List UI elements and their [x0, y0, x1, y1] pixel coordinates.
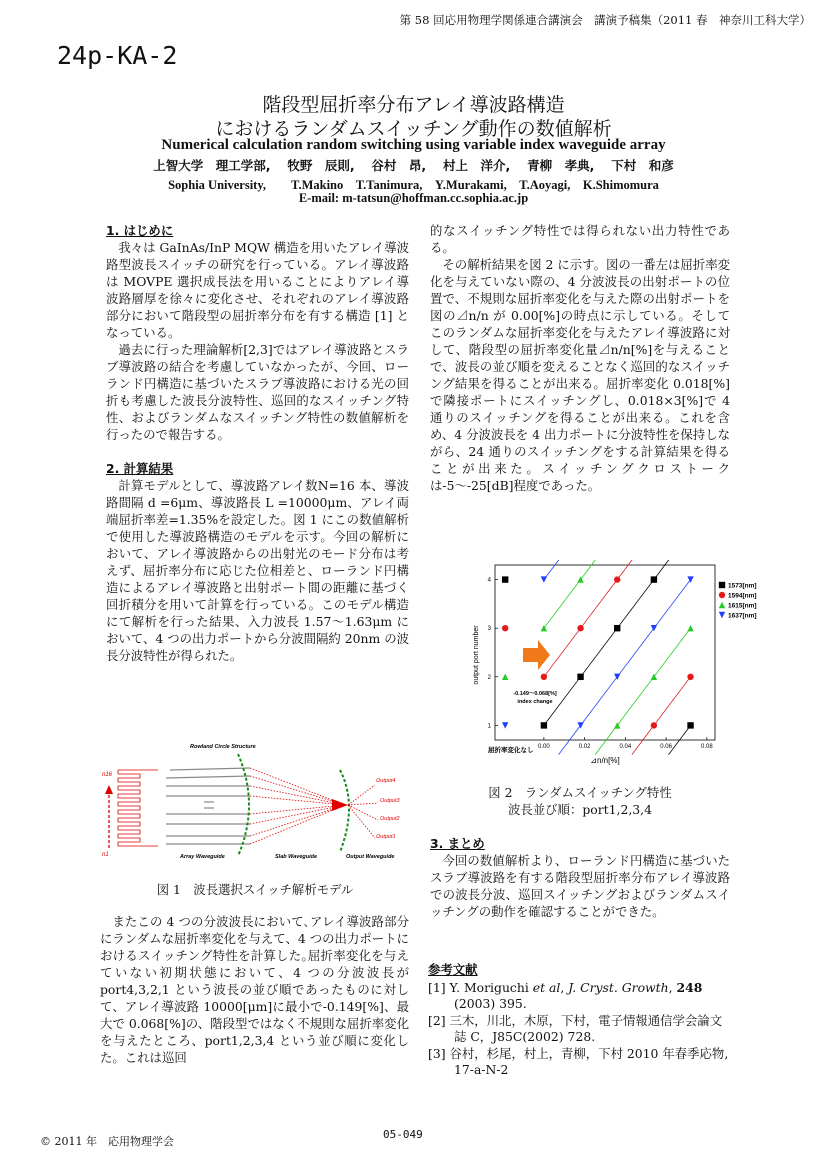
series-line [617, 580, 654, 629]
y-axis-label: output port number [473, 625, 480, 685]
series-line [654, 677, 691, 726]
output4-label: Output4 [376, 778, 396, 784]
left-column-lower [100, 913, 409, 1066]
data-point [687, 674, 693, 680]
series-line [544, 560, 566, 580]
chart-axes [488, 578, 714, 750]
data-point [687, 625, 693, 631]
copyright: © 2011 年 応用物理学会 [40, 1135, 174, 1148]
ref1-tail: (2003) 395. [454, 996, 527, 1011]
output-rays [348, 785, 378, 838]
figure1-caption: 図 1 波長選択スイッチ解析モデル [156, 882, 354, 897]
initial-point [502, 722, 508, 728]
legend-label: 1594[nm] [728, 592, 757, 600]
figure1-diagram [100, 740, 410, 890]
section2-para2: またこの 4 つの分波波長において､アレイ導波路部分にランダムな屈折率変化を与えて、4 つの出力ポートにおけるスイッチング特性を計算した｡屈折率変化を与えていない初期状態において、4 つの分波波長が port4,3,2,1 という波長の並び順であったものに対して、アレイ導波路 10000[μm]に最小で-0.149[%]、最大で 0.068[%]の、階段型ではなく不規則な屈折率変化を与えたところ、port1,2,3,4 という並び順に変化した。これは巡回 [100, 914, 409, 1065]
section3-para1: 今回の数値解析より、ローランド円構造に基づいたスラブ導波路を有する階段型屈折率分布アレイ導波路での波長分波、巡回スイッチングおよびランダムスイッチングの動作を確認することができた。 [430, 853, 730, 919]
data-point [651, 722, 657, 728]
legend-label: 1615[nm] [728, 602, 757, 610]
data-point [614, 722, 620, 728]
x-tick-label: 0.02 [578, 744, 591, 750]
focus-arrow [332, 799, 348, 811]
authors-en: Sophia University, T.Makino T.Tanimura, Y.Murakami, T.Aoyagi, K.Shimomura [168, 178, 659, 192]
title-en: Numerical calculation random switching using variable index waveguide array [161, 137, 666, 153]
figure2-caption [430, 784, 730, 818]
output1-label: Output1 [376, 834, 396, 840]
section3-heading: 3. まとめ [430, 836, 485, 851]
data-point [541, 674, 547, 680]
legend-label: 1573[nm] [728, 582, 757, 590]
title-jp-line1: 階段型屈折率分布アレイ導波路構造 [262, 94, 565, 116]
series-line [654, 580, 691, 629]
series-line [581, 560, 603, 580]
data-point [651, 674, 657, 680]
output2-label: Output2 [380, 816, 400, 822]
data-point [541, 576, 547, 582]
references-heading: 参考文献 [428, 962, 478, 977]
x-tick-label: 0.00 [538, 744, 550, 750]
series-line [617, 628, 654, 677]
data-point [614, 674, 620, 680]
series-line [617, 677, 654, 726]
ref1-sep1: , [560, 980, 569, 995]
series-line [617, 560, 639, 580]
data-point [577, 722, 583, 728]
output3-label: Output3 [380, 798, 400, 804]
series-line [544, 628, 581, 677]
y-tick-label: 3 [487, 626, 491, 633]
section1-para2: 過去に行った理論解析[2,3]ではアレイ導波路とスラブ導波路の結合を考慮していなかったが、今回、ローランド円構造に基づいたスラブ導波路における光の回折も考慮した波長分波特性、巡回的なスイッチング特性、およびランダムなスイッチング特性の数値解析を行ったので報告する。 [106, 342, 409, 442]
reference-1 [428, 980, 731, 1012]
section2-heading: 2. 計算結果 [106, 461, 174, 476]
slab-rays [250, 768, 345, 844]
y-tick-label: 1 [487, 723, 491, 730]
figure2-caption-line1: 図 2 ランダムスイッチング特性 [488, 785, 672, 800]
section2-para4: その解析結果を図 2 に示す。図の一番左は屈折率変化を与えていない際の、4 分波波長の出射ポートの位置で、不規則な屈折率変化を与えた際の出射ポートを図の⊿n/n が 0.00[%]の時点に示している。そしてこのランダムな屈折率変化を与えたアレイ導波路に対して、階段型の屈折率変化量⊿n/n[%]を与えることで、波長の並び順を変えることなく巡回的なスイッチング結果を得ることが出来る。屈折率変化 0.018[%]で隣接ポートにスイッチングし、0.018×3[%]で 4 通りのスイッチングを得ることが出来る。これを含め、4 分波波長を 4 出力ポートに分波特性を保持しながら、24 通りのスイッチングをする計算結果を得ることが出来た。スイッチングクロストークは-5〜-25[dB]程度であった。 [430, 257, 730, 493]
section1-para1: 我々は GaInAs/InP MQW 構造を用いたアレイ導波路型波長スイッチの研究を行っている。アレイ導波路は MOVPE 選択成長法を用いることによりアレイ導波路層厚を徐々に変化させ、それぞれのアレイ導波路部分において階段型の屈折率分布を有する構造 [1] となっている。 [106, 240, 409, 340]
series-line [654, 628, 691, 677]
data-point [687, 576, 693, 582]
chart-legend [719, 582, 757, 620]
x-axis-label: ⊿n/n[%] [590, 756, 620, 765]
figure2-caption-line2: 波長並び順：port1,2,3,4 [508, 802, 652, 817]
series-line [581, 677, 618, 726]
data-point [651, 576, 657, 582]
section1-heading: 1. はじめに [106, 223, 174, 238]
array-waveguide-lines [166, 768, 250, 844]
data-point [577, 576, 583, 582]
legend-label: 1637[nm] [728, 612, 757, 620]
data-point [541, 625, 547, 631]
right-column [430, 222, 730, 494]
ref1-number: [1] [428, 980, 446, 995]
left-column [106, 222, 409, 664]
conference-header: 第 58 回応用物理学関係連合講演会 講演予稿集（2011 春 神奈川工科大学） [399, 13, 811, 27]
legend-marker [719, 592, 725, 598]
x-tick-label: 0.06 [660, 744, 672, 750]
input-arrow [105, 785, 113, 848]
ref1-author: Y. Moriguchi [449, 980, 533, 995]
legend-marker [719, 582, 725, 588]
array-waveguide-meander [118, 770, 158, 846]
data-point [577, 674, 583, 680]
no-change-label: 屈折率変化なし [488, 747, 534, 754]
ref1-volume: 248 [676, 980, 703, 995]
reference-2: [2] 三木，川北，木原，下村，電子情報通信学会論文誌 C，J85C(2002) 728. [428, 1013, 723, 1044]
email[interactable]: E-mail: m-tatsun@hoffman.cc.sophia.ac.jp [298, 191, 529, 205]
paper-code: 24p-KA-2 [57, 41, 178, 70]
reference-3: [3] 谷村，杉尾，村上，青柳，下村 2010 年春季応物, 17-a-N-2 [428, 1046, 729, 1077]
series-line [581, 628, 618, 677]
data-point [577, 625, 583, 631]
page-number: 05-049 [383, 1128, 423, 1141]
index-change-arrow [523, 640, 550, 670]
output-circle-arc [340, 770, 349, 852]
n1-label: n1 [102, 852, 109, 858]
initial-point [502, 625, 508, 631]
figure2-chart [460, 560, 780, 775]
references [428, 962, 731, 1079]
slab-waveguide-label: Slab Waveguide [275, 854, 318, 860]
data-point [541, 722, 547, 728]
index-change-note-value: -0.149〜0.068[%] [513, 691, 557, 697]
y-tick-label: 4 [487, 577, 491, 584]
n16-label: n16 [102, 772, 113, 778]
data-point [614, 576, 620, 582]
initial-point [502, 576, 508, 582]
y-tick-label: 2 [487, 674, 491, 681]
series-line [544, 580, 581, 629]
series-line [654, 560, 676, 580]
data-point [614, 625, 620, 631]
legend-marker [719, 612, 725, 618]
rowland-circle-arc [238, 754, 249, 856]
title-jp-line2: におけるランダムスイッチング動作の数値解析 [215, 118, 612, 140]
output-waveguide-label: Output Waveguide [346, 854, 395, 860]
array-waveguide-label: Array Waveguide [180, 854, 225, 860]
ref1-journal: J. Cryst. Growth [568, 980, 669, 995]
data-point [651, 625, 657, 631]
x-tick-label: 0.04 [619, 744, 632, 750]
legend-marker [719, 602, 725, 608]
right-column-lower [430, 835, 730, 920]
series-line [581, 580, 618, 629]
rowland-label: Rowland Circle Structure [190, 744, 256, 750]
authors-jp: 上智大学 理工学部, 牧野 辰則, 谷村 昂, 村上 洋介, 青柳 孝典, 下村 和彦 [153, 158, 674, 173]
x-tick-label: 0.08 [701, 744, 713, 750]
data-point [687, 722, 693, 728]
ref1-etal: et al [532, 980, 561, 995]
section2-para1: 計算モデルとして、導波路アレイ数N=16 本、導波路間隔 d =6μm、導波路長 L =10000μm、アレイ両端屈折率差=1.35%を設定した。図 1 にこの数値解析で使用した導波路構造のモデルを示す。今回の解析において、アレイ導波路からの出射光のモード分布は考えず、屈折率分布に応じた位相差と、ローランド円構造によるアレイ導波路と出射ポート間の距離に基づく回折積分を用いて計算を行っている。このモデル構造にて解析を行った結果、入力波長 1.57〜1.63μm において、4 つの出力ポートから分波間隔約 20nm の波長分波特性が得られた。 [106, 478, 409, 663]
section2-para3: 的なスイッチング特性では得られない出力特性である。 [430, 223, 730, 255]
index-change-note-label: index change [517, 699, 553, 705]
ref1-sep2: , [668, 980, 677, 995]
initial-point [502, 674, 508, 680]
